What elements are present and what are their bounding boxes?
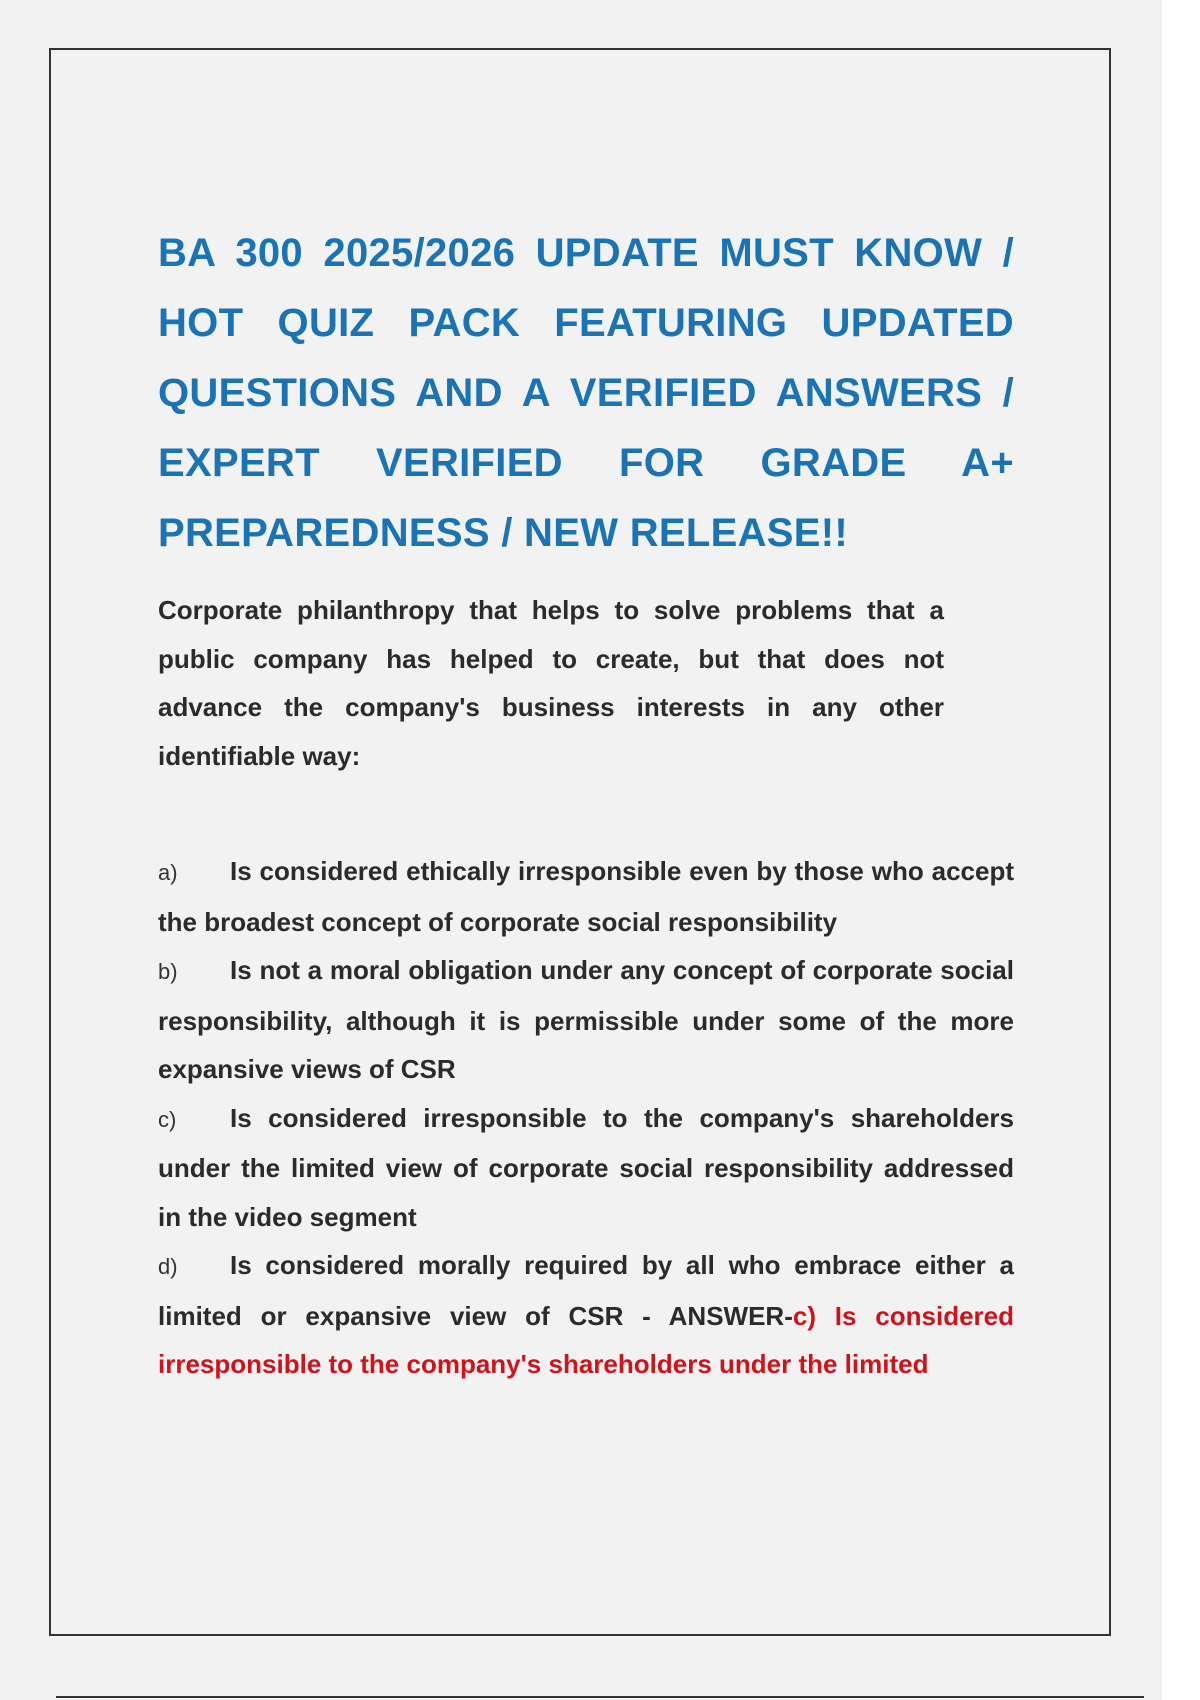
option-text: Is considered morally required by all who embrace either a limited or expansive view of CSR - ANSWER- xyxy=(158,1250,1014,1331)
document-title: BA 300 2025/2026 UPDATE MUST KNOW / HOT QUIZ PACK FEATURING UPDATED QUESTIONS AND A VERIFIED ANSWERS / EXPERT VERIFIED FOR GRADE A+ PREPAREDNESS / NEW RELEASE!! xyxy=(158,231,1014,555)
question-text: Corporate philanthropy that helps to solve problems that a public company has helped to create, but that does not advance the company's business interests in any other identifiable way: xyxy=(158,595,944,771)
answer-text: c) Is considered irresponsible to the company's shareholders under the limited xyxy=(158,1300,1014,1379)
option-a xyxy=(158,847,1014,946)
page-edge xyxy=(1162,0,1200,1700)
option-letter: c) xyxy=(158,1106,177,1132)
option-text: Is not a moral obligation under any concept of corporate social responsibility, although it is permissible under some of the more expansive views of CSR xyxy=(158,955,1014,1084)
answer-options xyxy=(158,847,1014,1389)
option-letter: d) xyxy=(158,1254,178,1279)
option-c xyxy=(158,1094,1014,1242)
document-content xyxy=(158,218,1014,1389)
option-text: Is considered ethically irresponsible even by those who accept the broadest concept of corporate social responsibility xyxy=(158,856,1014,937)
option-text: Is considered irresponsible to the company's shareholders under the limited view of corporate social responsibility addressed in the video segment xyxy=(158,1102,1014,1232)
option-letter: a) xyxy=(158,860,178,885)
option-letter: b) xyxy=(158,959,178,984)
option-b xyxy=(158,946,1014,1094)
option-d xyxy=(158,1241,1014,1389)
bottom-divider xyxy=(56,1696,1144,1698)
